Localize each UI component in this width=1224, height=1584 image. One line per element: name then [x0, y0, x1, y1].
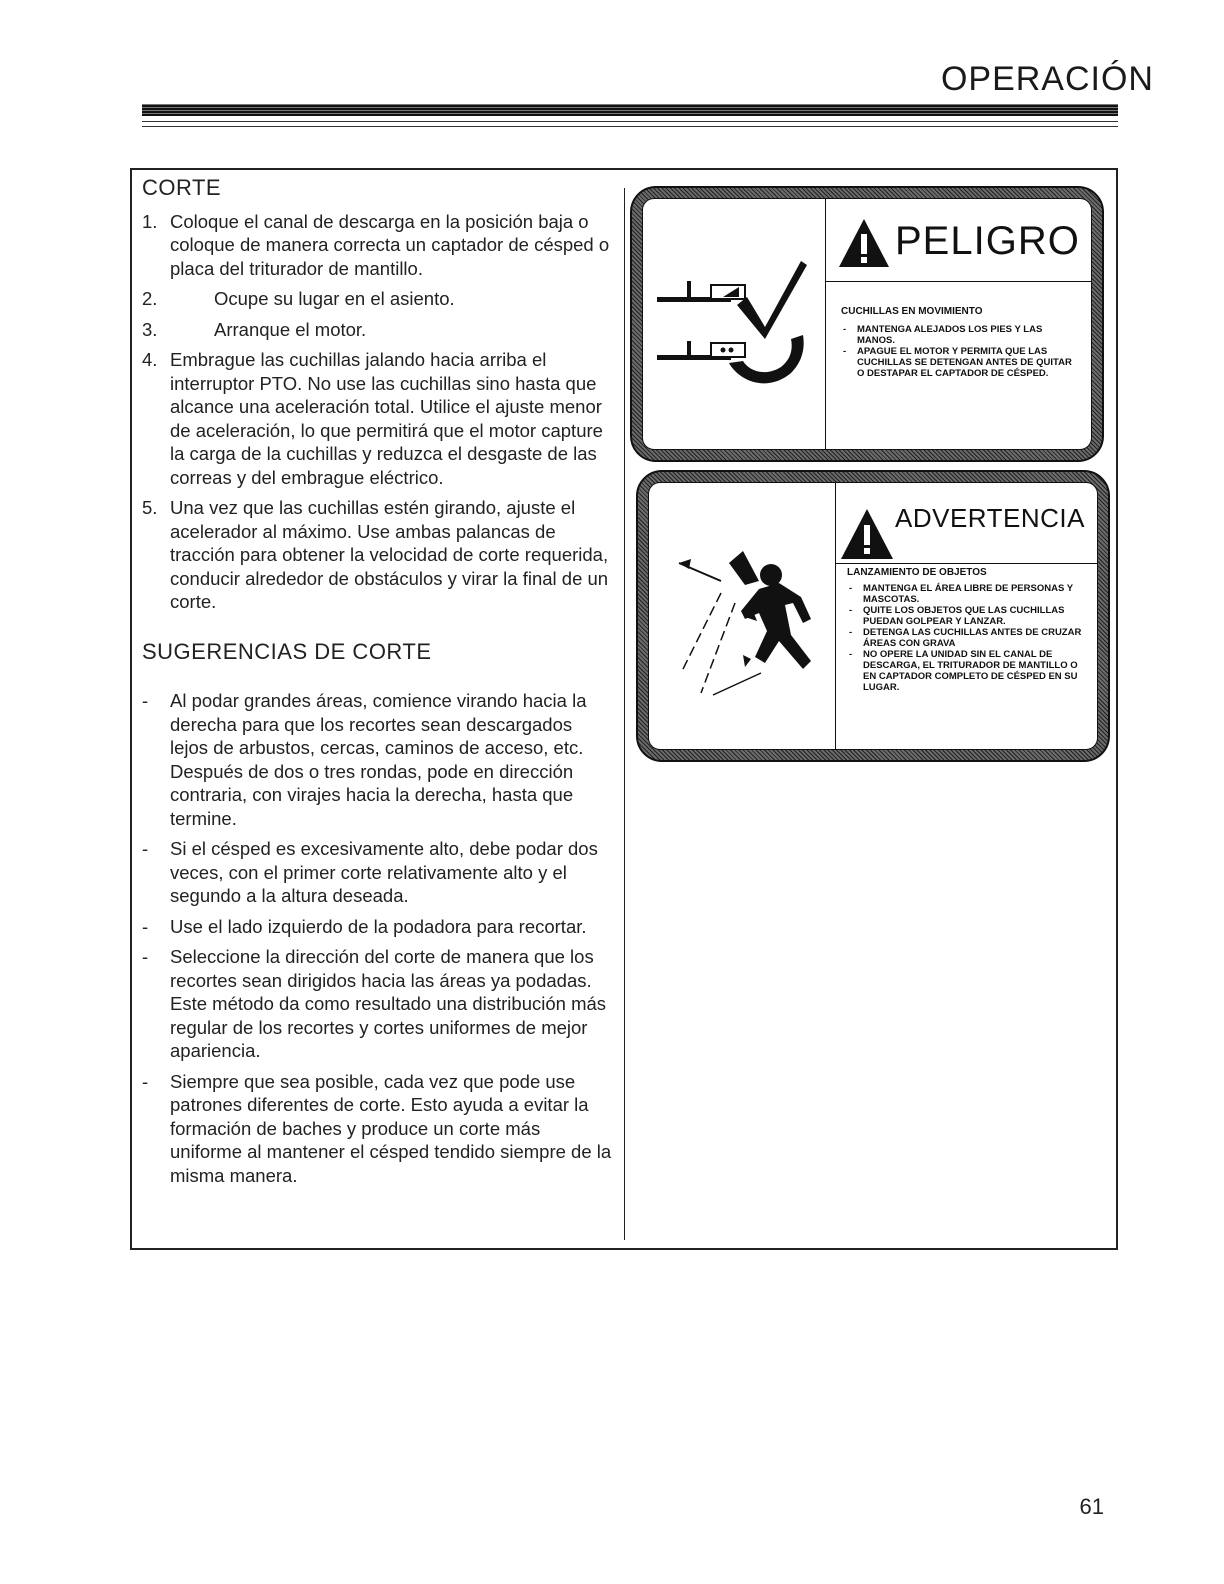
- corte-step: 3. Arranque el motor.: [142, 318, 367, 340]
- corte-steps: [142, 210, 614, 614]
- instructions-column: [142, 176, 614, 1194]
- warning-headline-rule: [835, 563, 1097, 564]
- sugerencias-list: [142, 689, 614, 1187]
- header-rule-thick: [142, 104, 1118, 116]
- sugerencias-heading: SUGERENCIAS DE CORTE: [142, 638, 432, 664]
- warning-hazard-title: LANZAMIENTO DE OBJETOS: [847, 567, 987, 578]
- danger-instructions: [841, 324, 1077, 379]
- warning-instruction: - QUITE LOS OBJETOS QUE LAS CUCHILLAS PUEDAN GOLPEAR Y LANZAR.: [849, 605, 1065, 627]
- warning-instruction: - DETENGA LAS CUCHILLAS ANTES DE CRUZAR ÁREAS CON GRAVA: [849, 627, 1082, 649]
- warning-sign: [636, 470, 1110, 762]
- warning-sign-divider: [835, 483, 836, 749]
- corte-step: 1. Coloque el canal de descarga en la posición baja o coloque de manera correcta un captador de césped o placa del triturador de mantillo.: [142, 210, 610, 279]
- header-rule-thin: [142, 126, 1118, 127]
- danger-hazard-title: CUCHILLAS EN MOVIMIENTO: [841, 306, 983, 317]
- warning-sign-panel: [648, 482, 1098, 750]
- corte-step: 2. Ocupe su lugar en el asiento.: [142, 288, 455, 309]
- danger-sign-panel: [642, 198, 1092, 450]
- warning-instruction: - NO OPERE LA UNIDAD SIN EL CANAL DE DESCARGA, EL TRITURADOR DE MANTILLO O EN CAPTADOR COMPLETO DE CÉSPED EN SU LUGAR.: [849, 649, 1078, 693]
- danger-instruction: - MANTENGA ALEJADOS LOS PIES Y LAS MANOS.: [843, 324, 1043, 346]
- tip-item: - Al podar grandes áreas, comience virando hacia la derecha para que los recortes sean descargados lejos de arbustos, cercas, caminos de acceso, etc. Después de dos o tres rondas, pode en dirección contraria, con virajes hacia la derecha, hasta que termine.: [142, 690, 587, 829]
- tip-item: - Use el lado izquierdo de la podadora para recortar.: [142, 915, 587, 937]
- danger-sign: [630, 186, 1104, 462]
- warning-triangle-icon: [839, 507, 895, 561]
- warning-instruction: - MANTENGA EL ÁREA LIBRE DE PERSONAS Y MASCOTAS.: [849, 583, 1073, 605]
- tip-item: - Siempre que sea posible, cada vez que pode use patrones diferentes de corte. Esto ayuda a evitar la formación de baches y produce un corte más uniforme al mantener el césped tendido siempre de la misma manera.: [142, 1070, 612, 1186]
- page-title: OPERACIÓN: [940, 60, 1154, 98]
- corte-heading: CORTE: [142, 175, 222, 200]
- tip-item: - Seleccione la dirección del corte de manera que los recortes sean dirigidos hacia las áreas ya podadas. Este método da como resultado una distribución más regular de los recortes y cortes uniformes de mejor apariencia.: [142, 946, 607, 1061]
- warning-signal-word: ADVERTENCIA: [895, 503, 1085, 533]
- blade-hazard-pictogram: [653, 251, 819, 401]
- page-number: 61: [1079, 1494, 1104, 1519]
- corte-step: 5. Una vez que las cuchillas estén girando, ajuste el acelerador al máximo. Use ambas palancas de tracción para obtener la velocidad de corte requerida, conducir alrededor de obstáculos y virar la final de un corte.: [142, 497, 609, 612]
- danger-headline-rule: [825, 281, 1091, 282]
- thrown-objects-pictogram: [661, 523, 831, 703]
- header-rule-thin: [142, 121, 1118, 122]
- corte-step: 4. Embrague las cuchillas jalando hacia arriba el interruptor PTO. No use las cuchillas sino hasta que alcance una aceleración total. Utilice el ajuste menor de aceleración, lo que permitirá que el motor capture la carga de la cuchillas y reduzca el desgaste de las correas y del embrague eléctrico.: [142, 349, 603, 488]
- danger-instruction: - APAGUE EL MOTOR Y PERMITA QUE LAS CUCHILLAS SE DETENGAN ANTES DE QUITAR O DESTAPAR EL CAPTADOR DE CÉSPED.: [843, 346, 1072, 379]
- tip-item: - Si el césped es excesivamente alto, debe podar dos veces, con el primer corte relativamente alto y el segundo a la altura deseada.: [142, 838, 598, 906]
- warning-instructions: [847, 583, 1091, 693]
- danger-signal-word: PELIGRO: [895, 219, 1080, 263]
- danger-sign-divider: [825, 199, 826, 449]
- column-divider: [624, 188, 625, 1240]
- warning-triangle-icon: [837, 217, 891, 269]
